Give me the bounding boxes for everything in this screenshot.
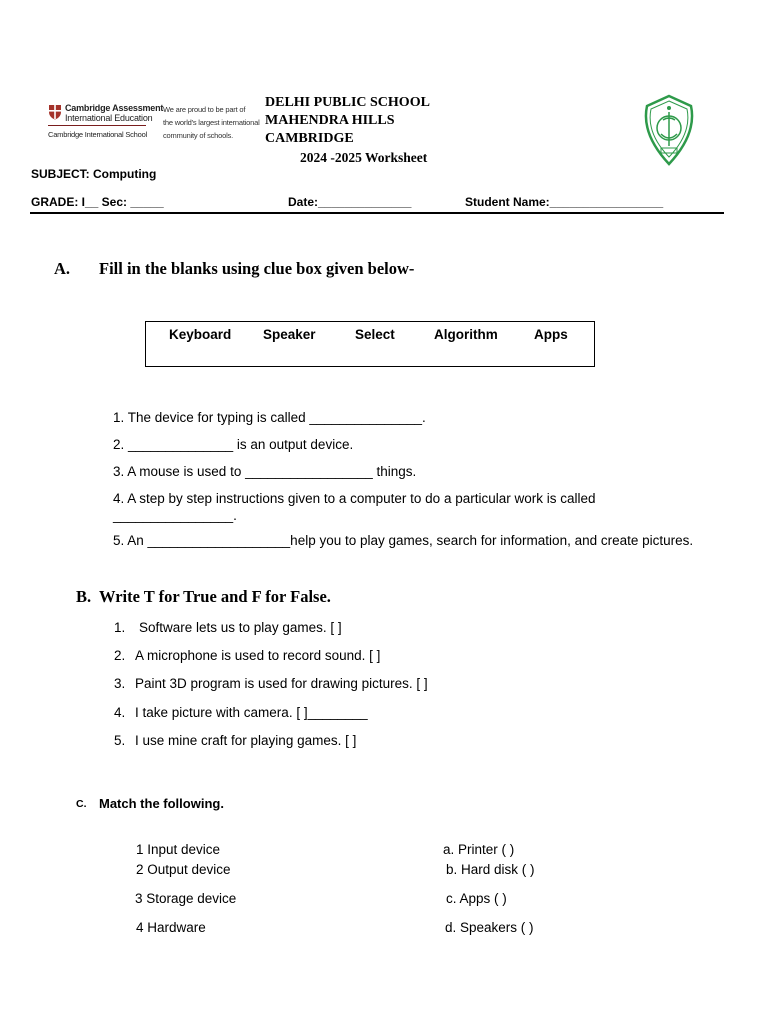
worksheet-year: 2024 -2025 Worksheet [300, 150, 428, 165]
fill-blank-question-continued: ________________. [113, 508, 237, 523]
fill-blank-question: 3. A mouse is used to _________________ things. [113, 464, 417, 479]
section-c-letter: C. [76, 798, 87, 810]
match-left-item: 4 Hardware [136, 920, 206, 935]
true-false-statement: Software lets us to play games. [ ] [139, 620, 342, 635]
match-right-item: c. Apps ( ) [446, 891, 507, 906]
fill-blank-question: 2. ______________ is an output device. [113, 437, 354, 452]
proud-statement: We are proud to be part of the world's largest international community of schools. [163, 105, 260, 140]
true-false-statement: I use mine craft for playing games. [ ] [135, 733, 357, 748]
fill-blank-question: 1. The device for typing is called _______________. [113, 410, 426, 425]
statement-number: 2. [114, 648, 126, 663]
cambridge-logo-text: Cambridge Assessment International Education [65, 103, 164, 123]
fill-blank-question: 4. A step by step instructions given to a computer to do a particular work is called [113, 491, 596, 506]
cambridge-divider [48, 125, 146, 126]
school-emblem-icon [639, 94, 699, 166]
statement-number: 4. [114, 705, 126, 720]
section-a-letter: A. [54, 259, 71, 278]
grade-field: GRADE: I__ Sec: _____ [31, 195, 164, 209]
fill-blank-question: 5. An ___________________help you to play games, search for information, and create pictures. [113, 533, 694, 548]
section-b-title: Write T for True and F for False. [99, 587, 331, 606]
match-right-item: a. Printer ( ) [443, 842, 515, 857]
section-b-letter: B. [76, 587, 92, 606]
statement-number: 5. [114, 733, 126, 748]
clue-word: Apps [534, 327, 568, 342]
section-c-title: Match the following. [99, 796, 224, 811]
date-field: Date:______________ [288, 195, 412, 209]
match-left-item: 3 Storage device [135, 891, 237, 906]
school-name-line3: CAMBRIDGE [265, 131, 354, 146]
statement-number: 3. [114, 676, 126, 691]
match-left-item: 1 Input device [136, 842, 221, 857]
match-right-item: d. Speakers ( ) [445, 920, 534, 935]
school-name-line1: DELHI PUBLIC SCHOOL [265, 95, 430, 110]
clue-word: Select [355, 327, 395, 342]
true-false-statement: A microphone is used to record sound. [ ] [135, 648, 381, 663]
clue-word: Speaker [263, 327, 316, 342]
cambridge-shield-icon [48, 104, 62, 120]
true-false-statement: Paint 3D program is used for drawing pictures. [ ] [135, 676, 428, 691]
header-divider [30, 212, 724, 214]
school-name-line2: MAHENDRA HILLS [265, 113, 395, 128]
clue-word: Algorithm [434, 327, 498, 342]
match-right-item: b. Hard disk ( ) [446, 862, 535, 877]
subject-label: SUBJECT: Computing [31, 167, 157, 181]
student-name-field: Student Name:_________________ [465, 195, 664, 209]
match-left-item: 2 Output device [136, 862, 231, 877]
section-a-title: Fill in the blanks using clue box given below- [99, 259, 415, 278]
statement-number: 1. [114, 620, 126, 635]
cambridge-subtitle: Cambridge International School [48, 130, 148, 139]
true-false-statement: I take picture with camera. [ ]________ [135, 705, 368, 720]
clue-word: Keyboard [169, 327, 232, 342]
